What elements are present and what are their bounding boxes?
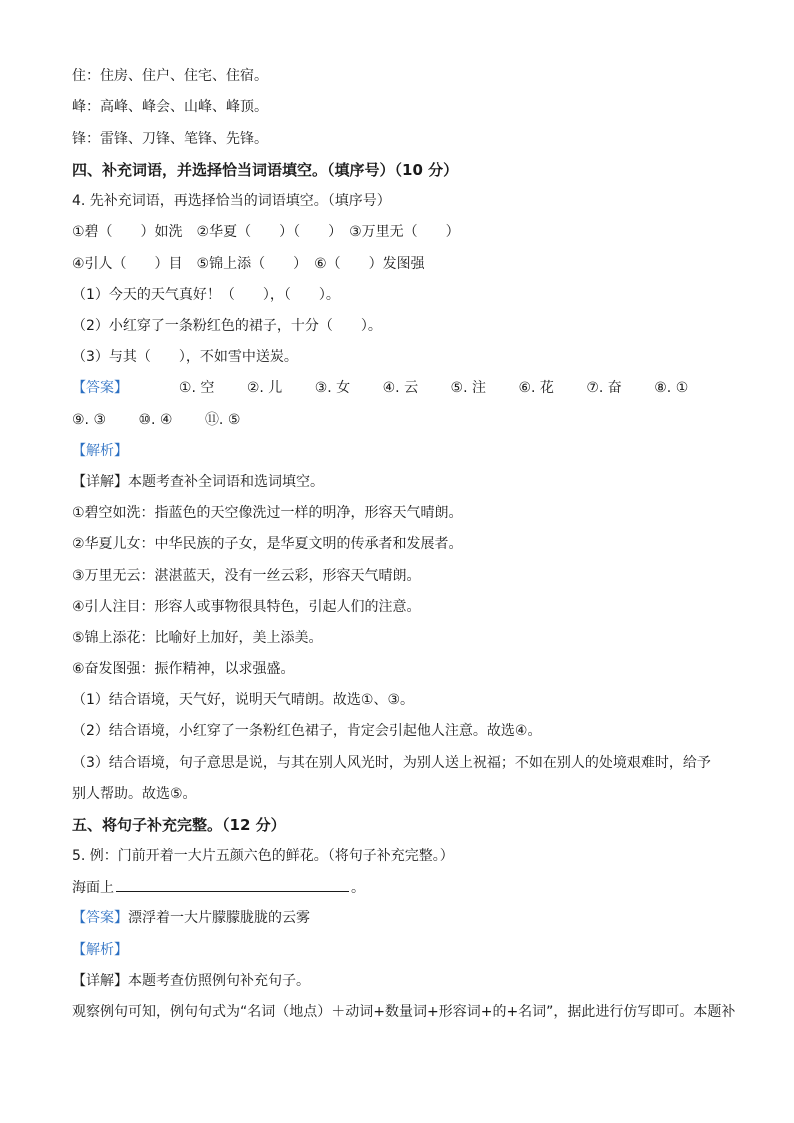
- explanation-line: （1）结合语境，天气好，说明天气晴朗。故选①、③。: [72, 692, 415, 708]
- detail-line: [72, 971, 734, 991]
- section-heading: 四、补充词语，并选择恰当词语填空。（填序号）（10 分）: [72, 161, 459, 179]
- analysis-tag: 【解析】: [72, 942, 128, 958]
- section-heading: 五、将句子补充完整。（12 分）: [72, 816, 286, 834]
- answer-item: ③. 女: [314, 380, 351, 396]
- answer-tag: 【答案】: [72, 380, 128, 396]
- answer-item: ⑥. 花: [518, 380, 554, 396]
- detail-tag: 【详解】: [72, 474, 128, 490]
- answer-item: ④. 云: [382, 380, 419, 396]
- detail-line: [72, 472, 734, 492]
- answer-item: ⑤. 注: [450, 380, 486, 396]
- explanation-line: ⑥奋发图强：振作精神，以求强盛。: [72, 661, 295, 677]
- explanation-line: 别人帮助。故选⑤。: [72, 786, 197, 802]
- fill-line: [72, 877, 734, 898]
- answer-item: ②. 儿: [246, 380, 283, 396]
- explanation-line: ⑤锦上添花：比喻好上加好，美上添美。: [72, 630, 323, 646]
- answer-item: ⑩. ④: [138, 412, 173, 428]
- answer-line: [72, 908, 734, 928]
- answer-item: ⑦. 奋: [586, 380, 622, 396]
- answer-item: ①. 空: [178, 380, 215, 396]
- answer-line: [72, 410, 734, 430]
- sub-question: （3）与其（ ），不如雪中送炭。: [72, 349, 298, 365]
- explanation-line: ①碧空如洗：指蓝色的天空像洗过一样的明净，形容天气晴朗。: [72, 505, 463, 521]
- detail-tag: 【详解】: [72, 973, 128, 989]
- text-line: 峰：高峰、峰会、山峰、峰顶。: [72, 99, 268, 115]
- question-text: 5. 例：门前开着一大片五颜六色的鲜花。（将句子补充完整。）: [72, 848, 454, 864]
- text-line: 锋：雷锋、刀锋、笔锋、先锋。: [72, 131, 268, 147]
- answer-line: [72, 378, 734, 398]
- answer-item: ⑪. ⑤: [204, 412, 241, 428]
- answer-tag: 【答案】: [72, 910, 128, 926]
- explanation-line: 观察例句可知，例句句式为“名词（地点）＋动词+数量词+形容词+的+名词”，据此进行仿写即可。本题补: [72, 1004, 736, 1020]
- answer-text: 漂浮着一大片朦朦胧胧的云雾: [128, 910, 310, 926]
- detail-intro: 本题考查补全词语和选词填空。: [128, 474, 324, 490]
- options-line: ①碧（ ）如洗 ②华夏（ ）（ ） ③万里无（ ）: [72, 224, 460, 240]
- explanation-line: （3）结合语境，句子意思是说，与其在别人风光时，为别人送上祝福；不如在别人的处境艰难时，给予: [72, 755, 711, 771]
- fill-suffix: 。: [351, 880, 365, 896]
- answer-item: ⑨. ③: [72, 412, 107, 428]
- question-text: 4. 先补充词语，再选择恰当的词语填空。（填序号）: [72, 193, 391, 209]
- sub-question: （2）小红穿了一条粉红色的裙子，十分（ ）。: [72, 318, 382, 334]
- sub-question: （1）今天的天气真好！（ ），（ ）。: [72, 287, 340, 303]
- text-line: 住：住房、住户、住宅、住宿。: [72, 68, 268, 84]
- explanation-line: ④引人注目：形容人或事物很具特色，引起人们的注意。: [72, 599, 421, 615]
- answer-blank: [116, 877, 349, 892]
- explanation-line: ③万里无云：湛湛蓝天，没有一丝云彩，形容天气晴朗。: [72, 568, 421, 584]
- explanation-line: （2）结合语境，小红穿了一条粉红色裙子，肯定会引起他人注意。故选④。: [72, 723, 542, 739]
- answer-item: ⑧. ①: [654, 380, 689, 396]
- fill-prefix: 海面上: [72, 880, 114, 896]
- options-line: ④引人（ ）目 ⑤锦上添（ ） ⑥（ ）发图强: [72, 256, 425, 272]
- detail-intro: 本题考查仿照例句补充句子。: [128, 973, 310, 989]
- explanation-line: ②华夏儿女：中华民族的子女，是华夏文明的传承者和发展者。: [72, 536, 463, 552]
- analysis-tag: 【解析】: [72, 443, 128, 459]
